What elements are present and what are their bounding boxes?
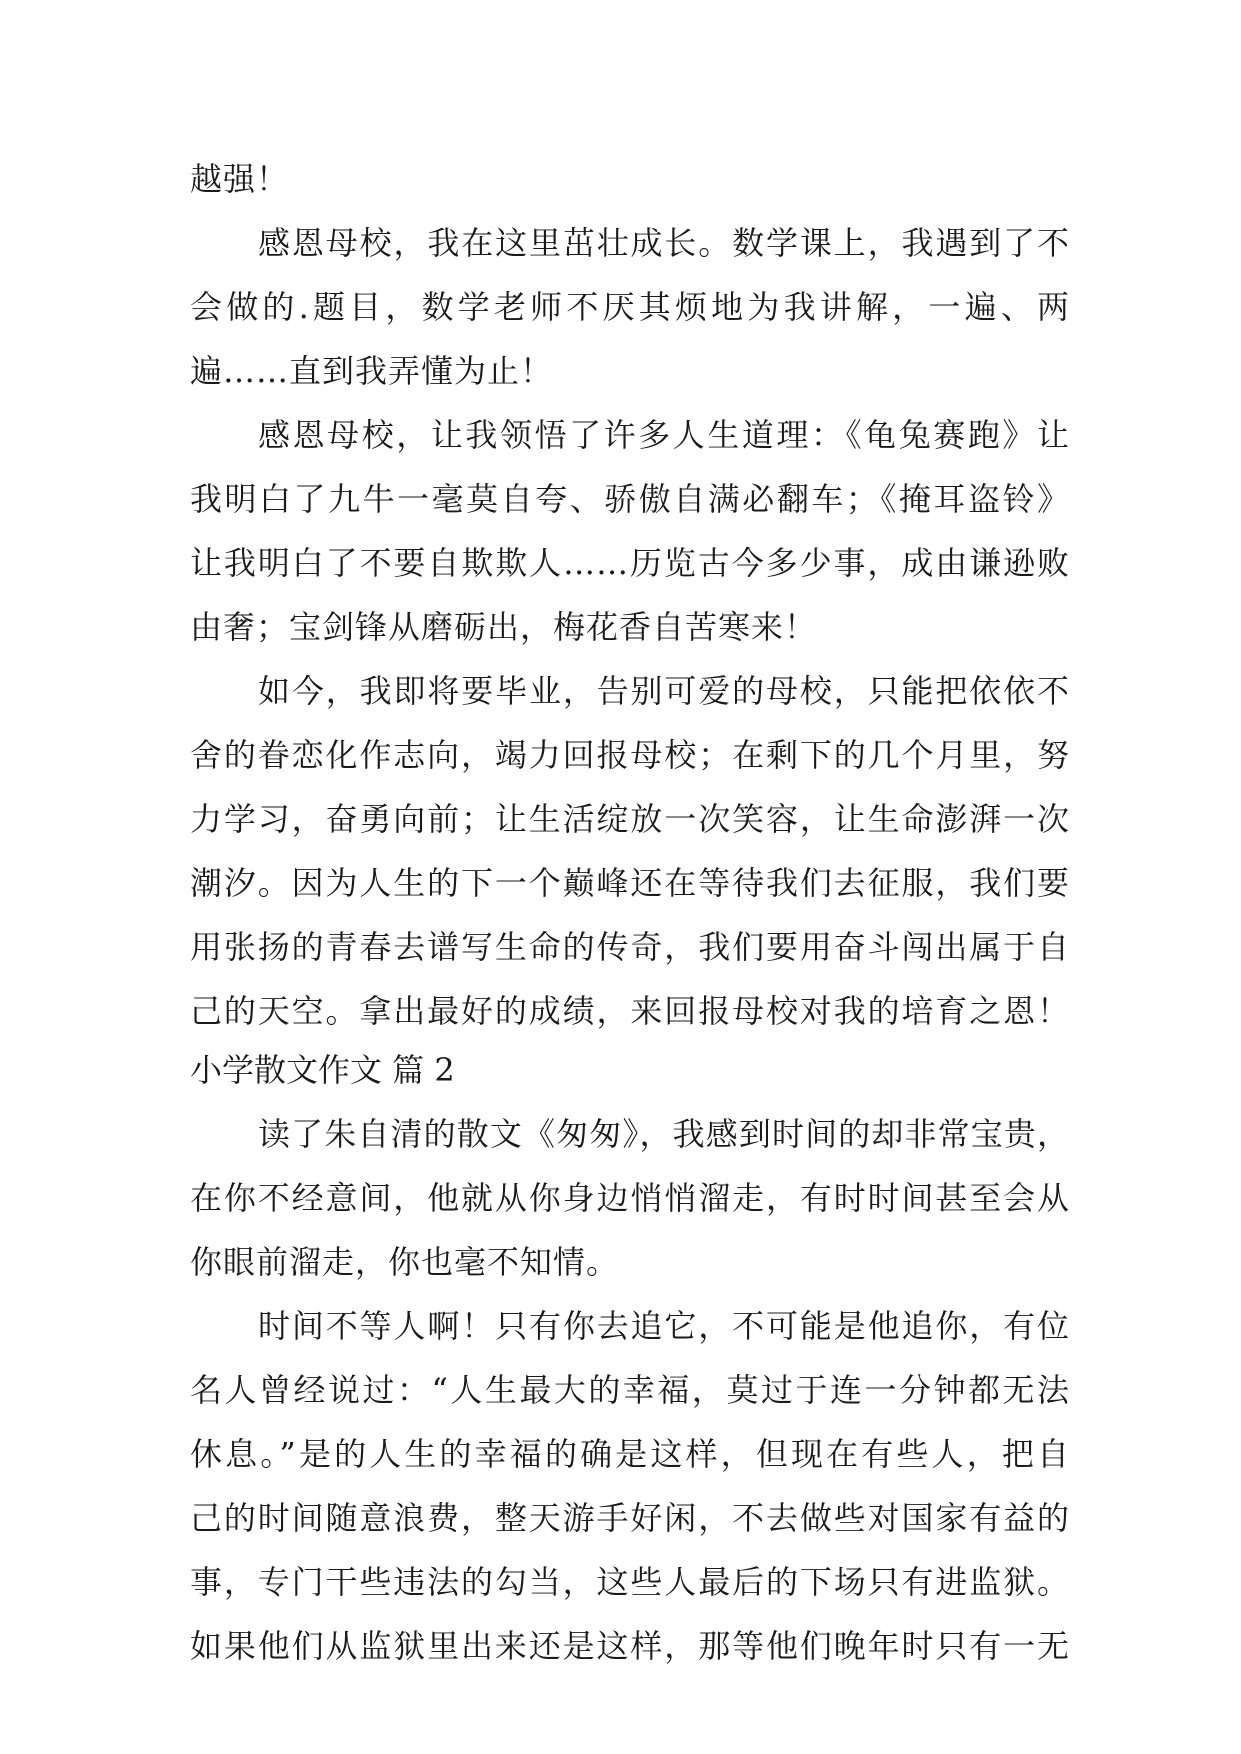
paragraph-line: 己的时间随意浪费，整天游手好闲，不去做些对国家有益的 <box>190 1499 1070 1537</box>
paragraph-line: 感恩母校，让我领悟了许多人生道理：《龟兔赛跑》让 <box>258 416 1070 454</box>
paragraph-line: 读了朱自清的散文《匆匆》，我感到时间的却非常宝贵， <box>258 1115 1070 1153</box>
paragraph-line: 力学习，奋勇向前；让生活绽放一次笑容，让生命澎湃一次 <box>190 800 1070 838</box>
paragraph-line: 名人曾经说过：“人生最大的幸福，莫过于连一分钟都无法 <box>190 1371 1070 1409</box>
section-heading: 小学散文作文 篇 2 <box>190 1051 455 1089</box>
paragraph-line: 如果他们从监狱里出来还是这样，那等他们晚年时只有一无 <box>190 1627 1070 1665</box>
paragraph-line: 时间不等人啊！只有你去追它，不可能是他追你，有位 <box>258 1307 1070 1345</box>
paragraph-line: 越强！ <box>190 160 290 198</box>
paragraph-line: 舍的眷恋化作志向，竭力回报母校；在剩下的几个月里，努 <box>190 736 1070 774</box>
paragraph-line: 事，专门干些违法的勾当，这些人最后的下场只有进监狱。 <box>190 1563 1070 1601</box>
paragraph-line: 会做的.题目，数学老师不厌其烦地为我讲解，一遍、两 <box>190 288 1070 326</box>
paragraph-line: 己的天空。拿出最好的成绩，来回报母校对我的培育之恩！ <box>190 992 1070 1030</box>
paragraph-line: 如今，我即将要毕业，告别可爱的母校，只能把依依不 <box>258 672 1070 710</box>
paragraph-line: 让我明白了不要自欺欺人……历览古今多少事，成由谦逊败 <box>190 544 1070 582</box>
paragraph-line: 用张扬的青春去谱写生命的传奇，我们要用奋斗闯出属于自 <box>190 928 1070 966</box>
paragraph-line: 由奢；宝剑锋从磨砺出，梅花香自苦寒来！ <box>190 608 818 646</box>
paragraph-line: 休息。”是的人生的幸福的确是这样，但现在有些人，把自 <box>190 1435 1070 1473</box>
paragraph-line: 在你不经意间，他就从你身边悄悄溜走，有时时间甚至会从 <box>190 1179 1070 1217</box>
paragraph-line: 我明白了九牛一毫莫自夸、骄傲自满必翻车；《掩耳盗铃》 <box>190 480 1070 518</box>
paragraph-line: 感恩母校，我在这里茁壮成长。数学课上，我遇到了不 <box>258 224 1070 262</box>
paragraph-line: 你眼前溜走，你也毫不知情。 <box>190 1243 620 1281</box>
paragraph-line: 遍……直到我弄懂为止！ <box>190 352 554 390</box>
paragraph-line: 潮汐。因为人生的下一个巅峰还在等待我们去征服，我们要 <box>190 864 1070 902</box>
